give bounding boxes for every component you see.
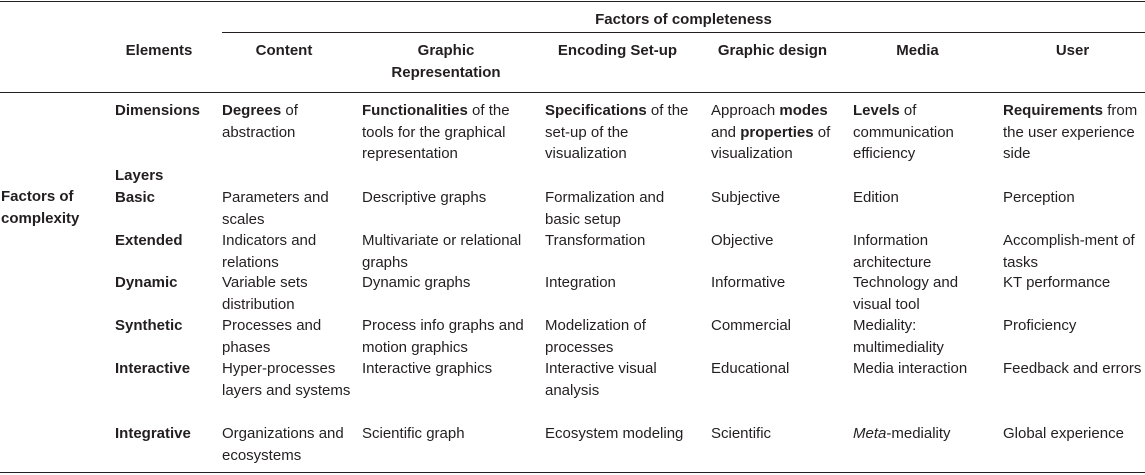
table-cell: Informative [711,274,786,291]
column-header-graphic-design: Graphic design [717,42,828,59]
table-cell: Descriptive graphs [362,189,487,206]
table-cell: Subjective [711,189,781,206]
elements-header: Elements [125,42,193,59]
table-cell: Global experience [1003,425,1124,442]
table-cell: Meta-mediality [853,425,951,442]
table-cell: KT performance [1003,274,1111,291]
column-header-user: User [1055,42,1090,59]
table-cell: Commercial [711,317,792,334]
table-cell: Proficiency [1003,317,1077,334]
dimension-cell: Approach modes and properties of visualization [711,102,831,162]
table-cell: Information architecture [853,232,932,271]
layer-label-basic: Basic [115,189,156,206]
table-cell: Integration [545,274,616,291]
table-cell: Parameters and scales [222,189,329,228]
table-cell: Perception [1003,189,1075,206]
column-header-encoding-setup: Encoding Set-up [557,42,678,59]
layer-label-dynamic: Dynamic [115,274,178,291]
header-subrule [222,32,1145,33]
table-cell: Media interaction [853,360,968,377]
header-bottom-rule [0,92,1145,93]
dimension-cell: Requirements from the user experience side [1003,102,1138,162]
layer-label-integrative: Integrative [115,425,191,442]
table-cell: Scientific graph [362,425,465,442]
table-cell: Processes and phases [222,317,322,356]
table-cell: Interactive visual analysis [545,360,657,399]
column-header-graphic-representation: Graphic Representation [391,42,501,81]
table-cell: Technology and visual tool [853,274,959,313]
dimension-cell: Degrees of abstraction [222,102,298,141]
table-cell: Organizations and ecosystems [222,425,344,464]
table-cell: Dynamic graphs [362,274,471,291]
table-cell: Multivariate or relational graphs [362,232,522,271]
column-header-content: Content [255,42,313,59]
layers-label: Layers [115,167,164,184]
dimensions-label: Dimensions [115,102,201,119]
factors-of-complexity-label: Factors of complexity [1,188,80,227]
table-cell: Hyper-processes layers and systems [222,360,351,399]
table-cell: Ecosystem modeling [545,425,684,442]
completeness-header: Factors of completeness [595,11,772,28]
table-cell: Process info graphs and motion graphics [362,317,524,356]
table-bottom-rule [0,472,1145,473]
dimension-cell: Functionalities of the tools for the graphical representation [362,102,510,162]
table-cell: Feedback and errors [1003,360,1142,377]
table-cell: Variable sets distribution [222,274,308,313]
table-cell: Interactive graphics [362,360,493,377]
table-cell: Scientific [711,425,772,442]
layer-label-synthetic: Synthetic [115,317,183,334]
layer-label-interactive: Interactive [115,360,191,377]
table-cell: Mediality: multimediality [853,317,944,356]
table-cell: Edition [853,189,899,206]
table-cell: Transformation [545,232,646,249]
dimension-cell: Specifications of the set-up of the visualization [545,102,689,162]
table-cell: Educational [711,360,790,377]
table-cell: Formalization and basic setup [545,189,665,228]
column-header-media: Media [896,42,939,59]
layer-label-extended: Extended [115,232,183,249]
table-top-rule [0,1,1145,2]
table-cell: Accomplish-ment of tasks [1003,232,1135,271]
table-cell: Objective [711,232,774,249]
dimension-cell: Levels of communication efficiency [853,102,954,162]
table-cell: Modelization of processes [545,317,646,356]
table-cell: Indicators and relations [222,232,317,271]
